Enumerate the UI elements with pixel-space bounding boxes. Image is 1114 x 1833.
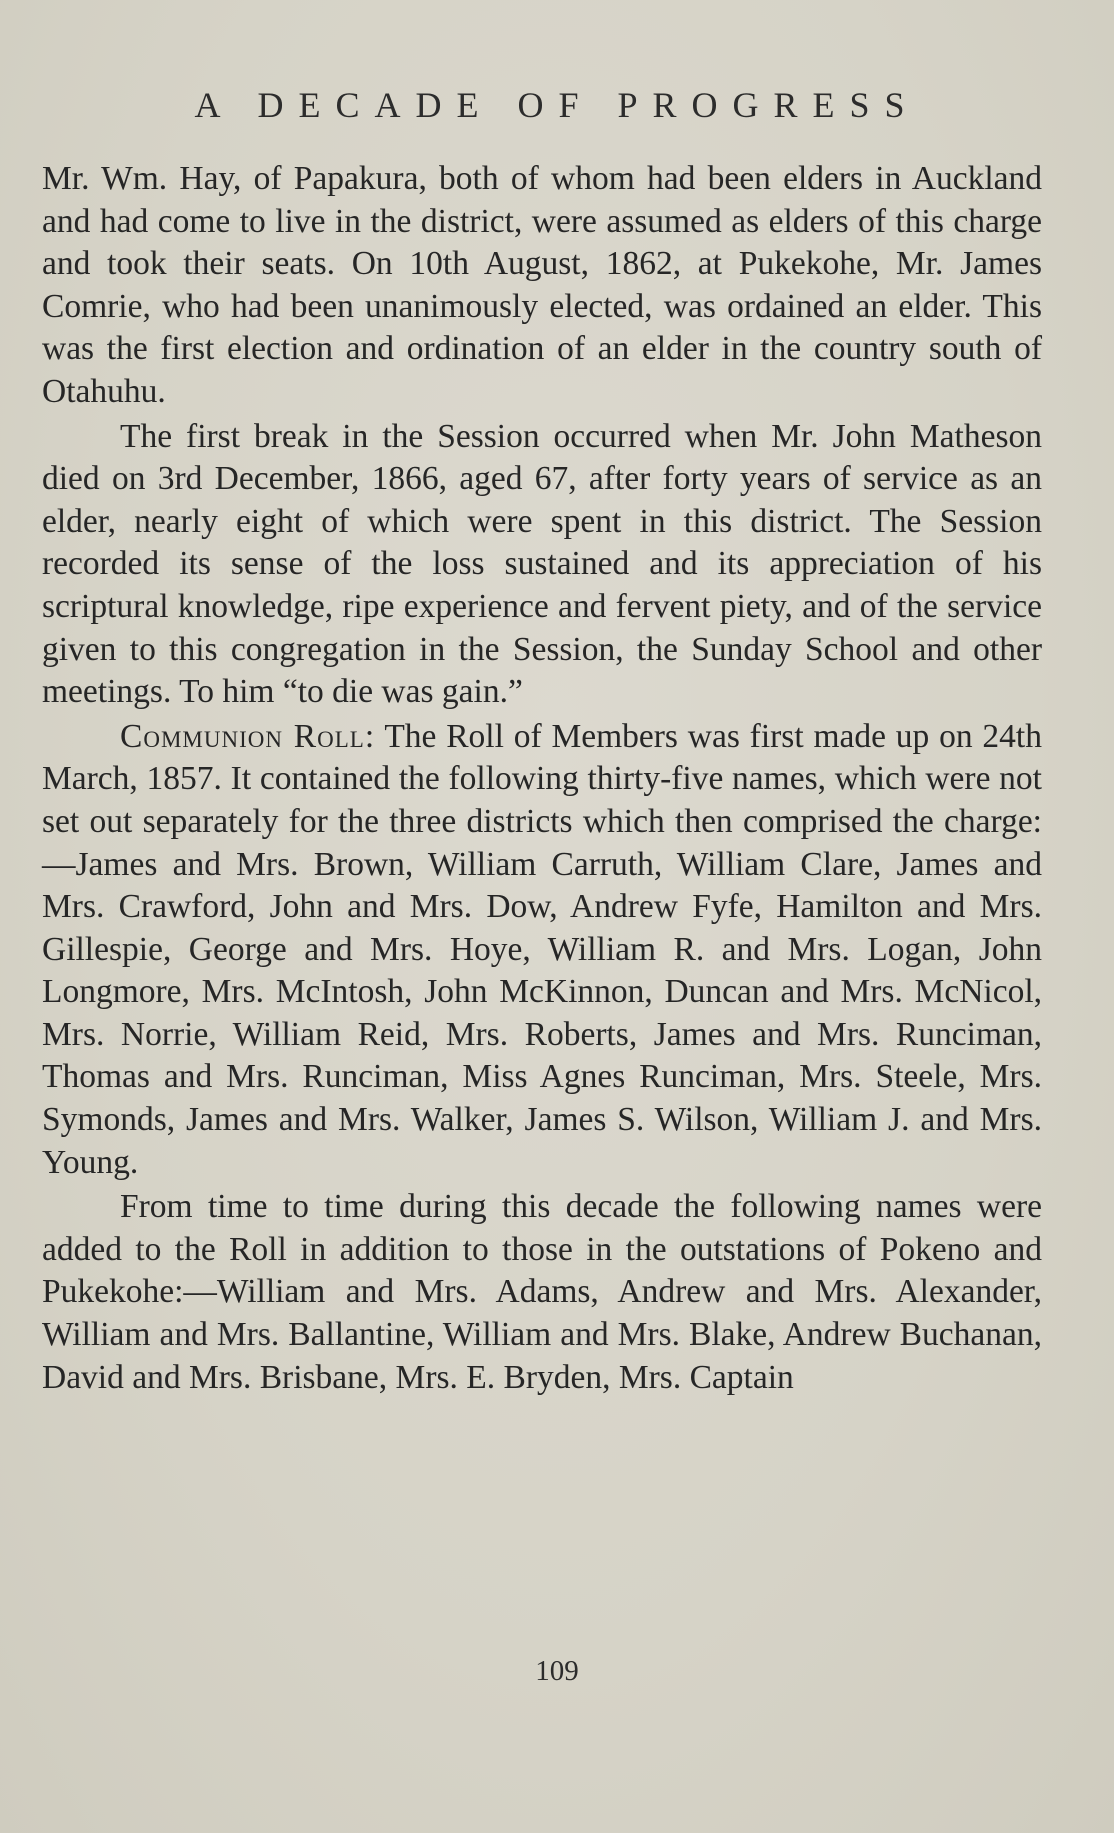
paragraph-session-break: The first break in the Session occurred when Mr. John Matheson died on 3rd December, 1866, aged 67, after forty years of service as an elder, nearly eight of which were spent in this district. The Session recorded its sense of the loss sustained and its appreciation of his scriptural knowledge, ripe experience and fervent piety, and of the service given to this congregation in the Session, the Sunday School and other meetings. To him “to die was gain.” [42, 417, 1042, 711]
paragraph-names-added: From time to time during this decade the following names were added to the Roll in addition to those in the outstations of Pokeno and Pukekohe:—William and Mrs. Adams, Andrew and Mrs. Alexander, William and Mrs. Ballantine, William and Mrs. Blake, Andrew Buchanan, David and Mrs. Brisbane, Mrs. E. Bryden, Mrs. Captain [42, 1188, 1042, 1396]
body-text [42, 158, 1042, 1399]
paragraph-communion-roll [42, 716, 1042, 1185]
page-number: 109 [535, 1655, 579, 1687]
communion-roll-text: The Roll of Members was first made up on 24th March, 1857. It contained the following thirty-five names, which were not set out separately for the three districts which then comprised the charge:—James and Mrs. Brown, William Carruth, William Clare, James and Mrs. Crawford, John and Mrs. Dow, Andrew Fyfe, Hamilton and Mrs. Gillespie, George and Mrs. Hoye, William R. and Mrs. Logan, John Longmore, Mrs. McIntosh, John McKinnon, Duncan and Mrs. McNicol, Mrs. Norrie, William Reid, Mrs. Roberts, James and Mrs. Runciman, Thomas and Mrs. Runciman, Miss Agnes Runciman, Mrs. Steele, Mrs. Symonds, James and Mrs. Walker, James S. Wilson, William J. and Mrs. Young. [42, 717, 1042, 1181]
paragraph-session-elders: Mr. Wm. Hay, of Papakura, both of whom had been elders in Auckland and had come to live in the district, were assumed as elders of this charge and took their seats. On 10th August, 1862, at Pukekohe, Mr. James Comrie, who had been unanimously elected, was ordained an elder. This was the first election and ordination of an elder in the country south of Otahuhu. [42, 160, 1042, 410]
communion-roll-heading: Communion Roll: [120, 717, 376, 755]
running-head: A DECADE OF PROGRESS [194, 85, 920, 125]
